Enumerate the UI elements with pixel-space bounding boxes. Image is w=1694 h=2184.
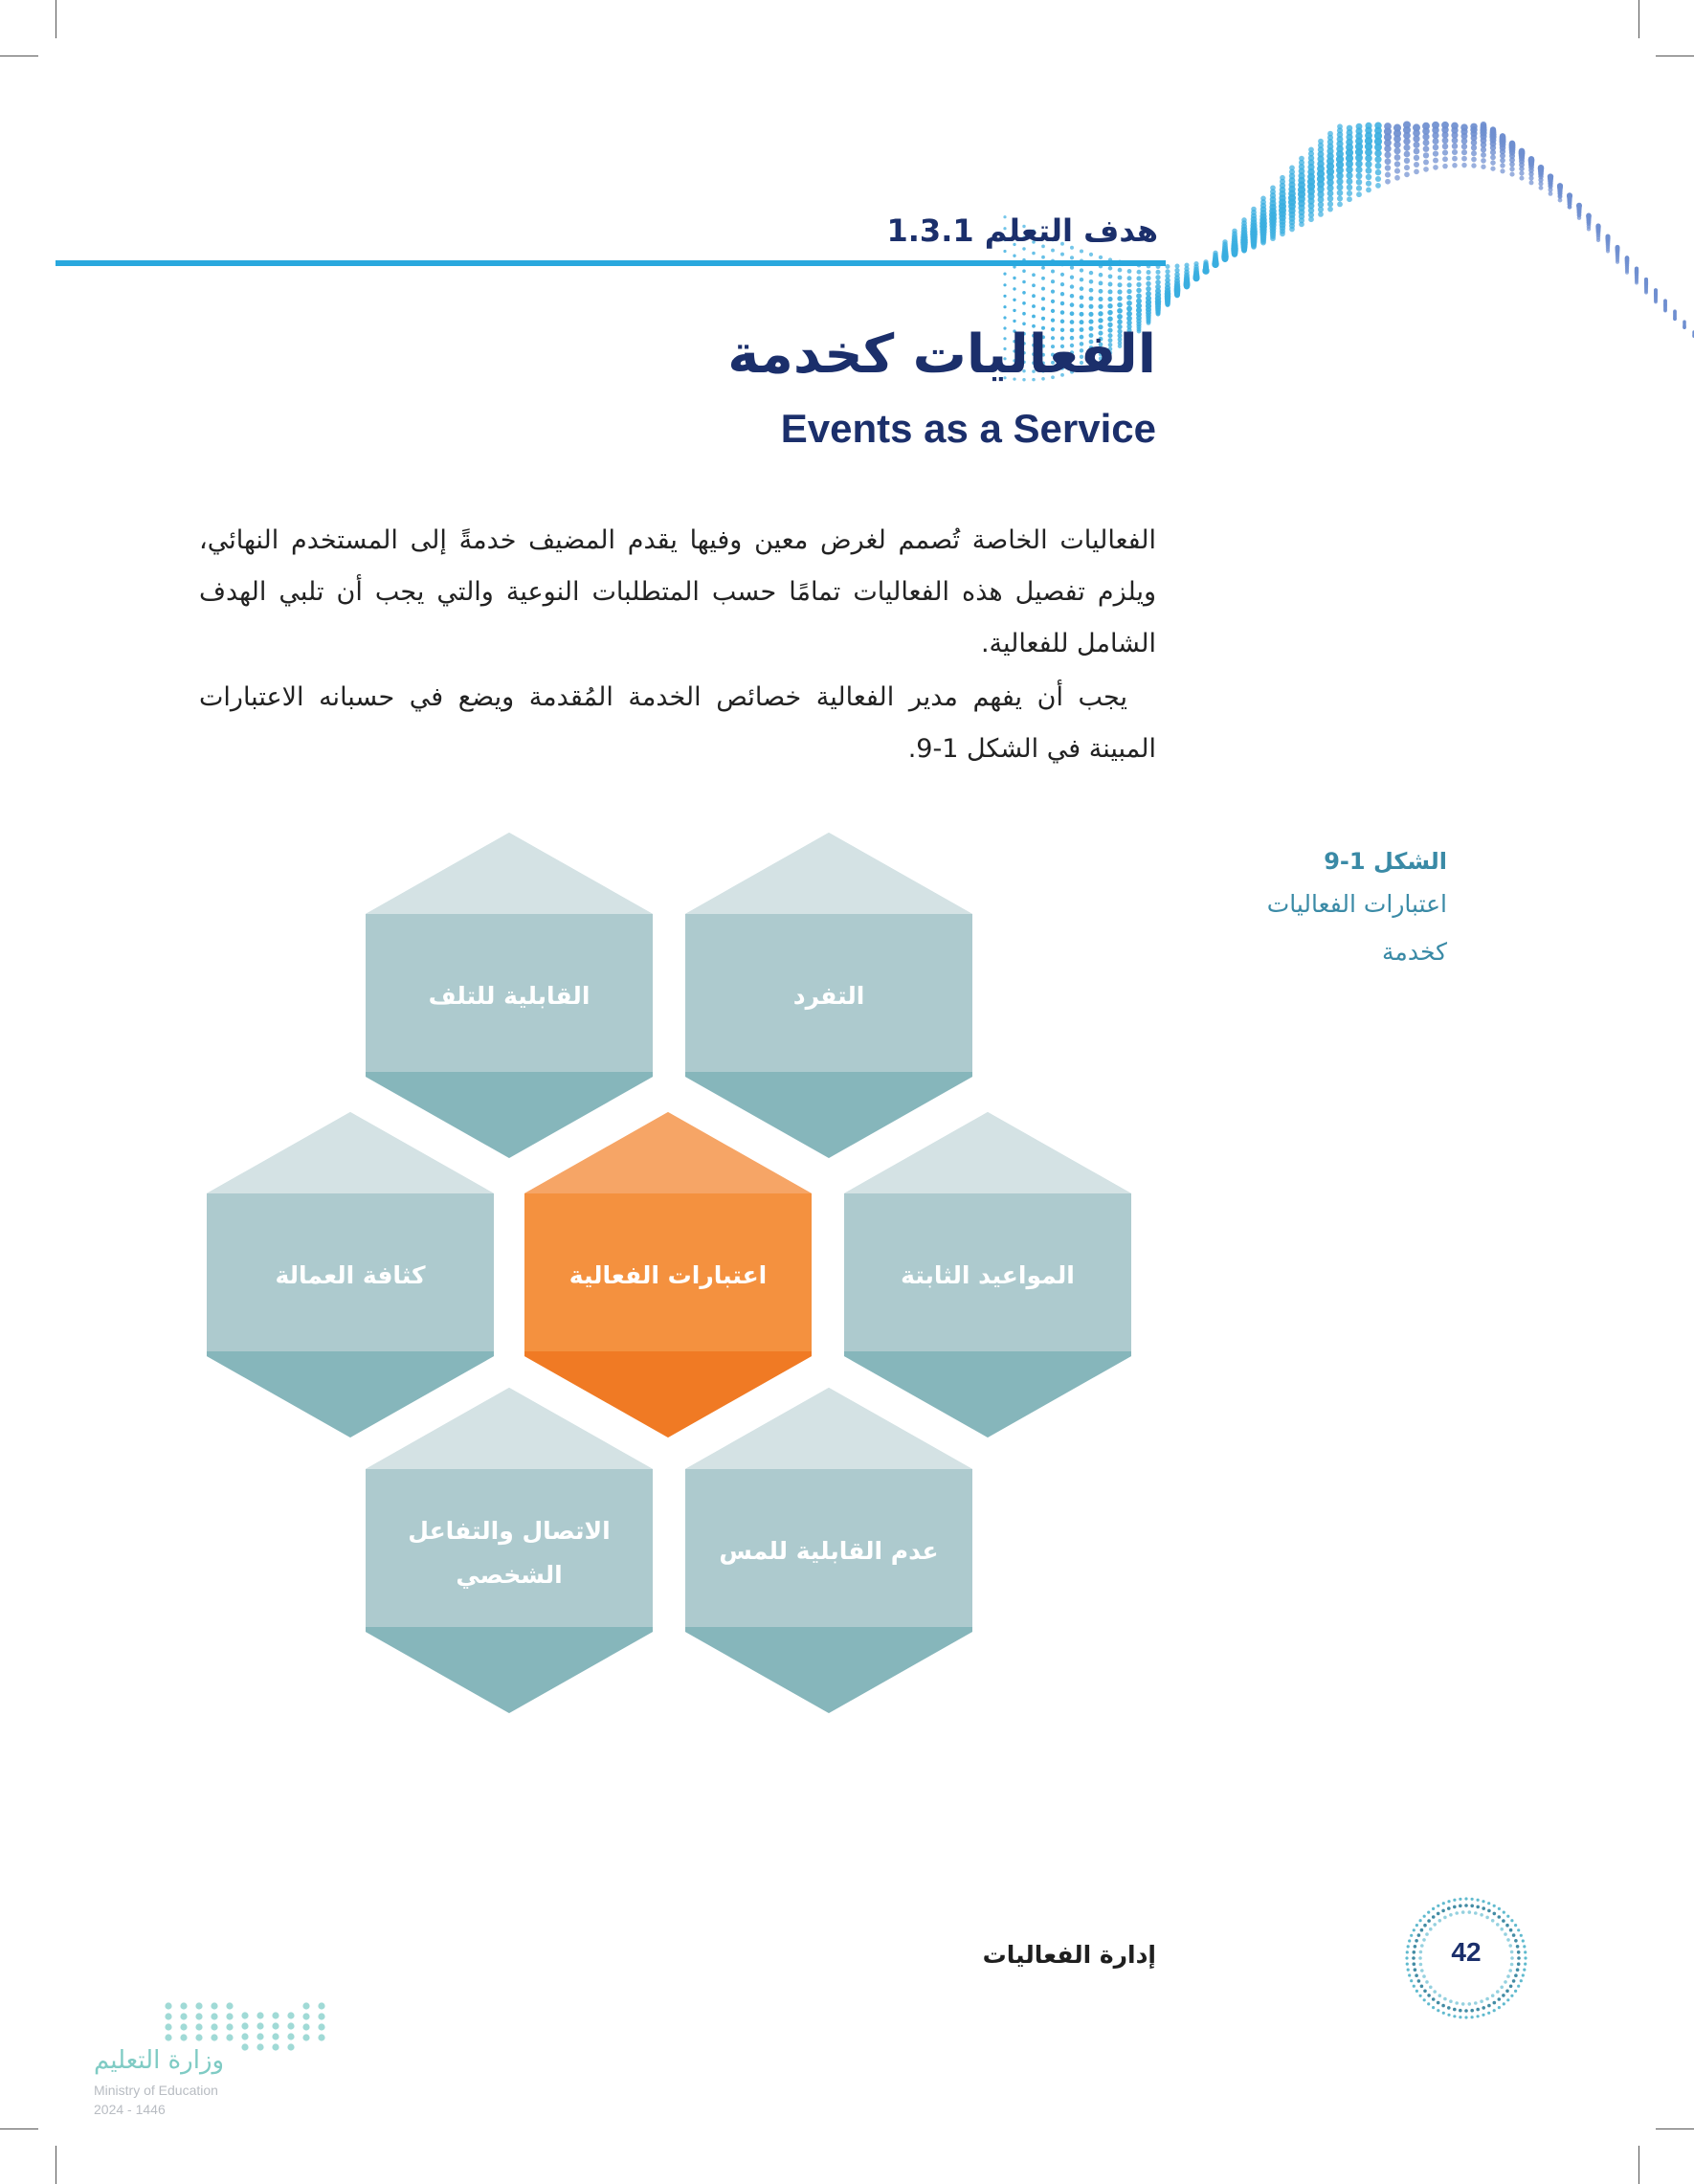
hex-label: كثافة العمالة — [275, 1261, 426, 1289]
hex-uniqueness — [676, 823, 982, 1168]
footer-book-title: إدارة الفعاليات — [982, 1941, 1156, 1969]
hex-label: التفرد — [792, 982, 865, 1010]
hex-personal-interaction — [356, 1378, 662, 1723]
hex-label: اعتبارات الفعالية — [568, 1261, 768, 1289]
hex-label: المواعيد الثابتة — [901, 1261, 1075, 1289]
page-title-arabic: الفعاليات كخدمة — [727, 323, 1156, 386]
hex-label: عدم القابلية للمس — [719, 1537, 939, 1565]
figure-number: الشكل 1-9 — [1324, 848, 1447, 875]
hex-top-facet — [676, 823, 982, 914]
considerations-hex-diagram — [0, 823, 1694, 1742]
hex-label: القابلية للتلف — [428, 982, 591, 1010]
hex-top-facet — [356, 823, 662, 914]
hex-event-considerations — [515, 1103, 821, 1447]
hex-bottom-facet — [676, 1627, 982, 1723]
hex-intangibility — [676, 1378, 982, 1723]
ministry-logo-english: Ministry of Education — [94, 2083, 218, 2098]
figure-caption-line-2: كخدمة — [1382, 938, 1447, 966]
crop-mark — [0, 2128, 38, 2129]
hex-perishability — [356, 823, 662, 1168]
page-title-english: Events as a Service — [780, 406, 1156, 451]
figure-caption-line-1: اعتبارات الفعاليات — [1266, 890, 1447, 918]
ministry-logo-text: وزارة التعليم — [94, 2046, 225, 2075]
body-paragraph-1: الفعاليات الخاصة تُصمم لغرض معين وفيها يقدم المضيف خدمةً إلى المستخدم النهائي، ويلزم تفصيل هذه الفعاليات تمامًا حسب المتطلبات النوعية والتي يجب أن تلبي الهدف الشامل للفعالية. — [199, 525, 1156, 658]
crop-mark — [1656, 2128, 1694, 2129]
hex-label: الشخصي — [456, 1561, 563, 1589]
ministry-logo-year: 2024 - 1446 — [94, 2102, 166, 2117]
hex-fixed-schedules — [835, 1103, 1141, 1447]
hex-bottom-facet — [356, 1627, 662, 1723]
crop-mark — [1638, 2146, 1639, 2184]
learning-objective-label: هدف التعلم 1.3.1 — [886, 212, 1158, 249]
header-rule — [56, 260, 1166, 266]
hex-labor-intensity — [197, 1103, 503, 1447]
body-paragraph-2: يجب أن يفهم مدير الفعالية خصائص الخدمة المُقدمة ويضع في حسبانه الاعتبارات المبينة في الشكل 1-9. — [199, 682, 1156, 764]
hex-label: الاتصال والتفاعل — [408, 1517, 611, 1545]
page-number: 42 — [1451, 1937, 1482, 1967]
